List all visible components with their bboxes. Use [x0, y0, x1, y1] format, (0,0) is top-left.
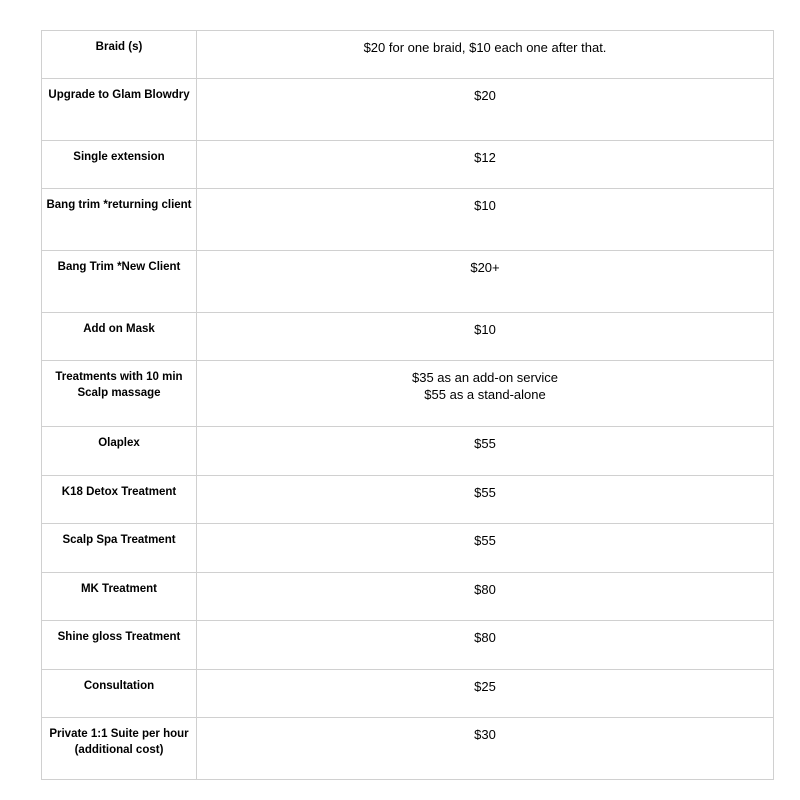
service-price — [197, 718, 774, 780]
service-price — [197, 141, 774, 189]
service-name: Braid (s) — [42, 31, 197, 79]
price-line: $80 — [474, 630, 496, 645]
price-line: $20 for one braid, $10 each one after that. — [363, 40, 607, 55]
service-price — [197, 79, 774, 141]
price-line: $10 — [474, 198, 496, 213]
service-price — [197, 670, 774, 718]
price-line: $55 — [474, 533, 496, 548]
price-table — [41, 30, 774, 780]
service-price — [197, 621, 774, 670]
service-price — [197, 524, 774, 573]
service-name: K18 Detox Treatment — [42, 476, 197, 524]
table-row — [42, 189, 774, 251]
table-row — [42, 79, 774, 141]
service-price — [197, 189, 774, 251]
price-line: $55 — [474, 436, 496, 451]
table-row — [42, 427, 774, 476]
service-price — [197, 251, 774, 313]
table-row — [42, 141, 774, 189]
table-row — [42, 524, 774, 573]
service-name: MK Treatment — [42, 573, 197, 621]
table-row — [42, 718, 774, 780]
table-row — [42, 361, 774, 427]
table-row — [42, 621, 774, 670]
service-name: Treatments with 10 min Scalp massage — [42, 361, 197, 427]
service-price — [197, 31, 774, 79]
table-row — [42, 476, 774, 524]
service-name: Add on Mask — [42, 313, 197, 361]
service-name: Upgrade to Glam Blowdry — [42, 79, 197, 141]
table-row — [42, 313, 774, 361]
table-row — [42, 573, 774, 621]
table-row — [42, 251, 774, 313]
price-line: $10 — [474, 322, 496, 337]
table-row — [42, 670, 774, 718]
price-line: $20 — [474, 88, 496, 103]
service-price — [197, 573, 774, 621]
price-line: $12 — [474, 150, 496, 165]
service-name: Bang Trim *New Client — [42, 251, 197, 313]
service-price — [197, 361, 774, 427]
service-name: Scalp Spa Treatment — [42, 524, 197, 573]
service-name: Consultation — [42, 670, 197, 718]
table-row — [42, 31, 774, 79]
price-line: $55 as a stand-alone — [424, 387, 546, 402]
price-line: $30 — [474, 727, 496, 742]
service-price — [197, 427, 774, 476]
service-name: Private 1:1 Suite per hour (additional cost) — [42, 718, 197, 780]
service-name: Bang trim *returning client — [42, 189, 197, 251]
price-line: $35 as an add-on service — [412, 370, 558, 385]
price-line: $25 — [474, 679, 496, 694]
price-line: $55 — [474, 485, 496, 500]
service-name: Shine gloss Treatment — [42, 621, 197, 670]
price-line: $20+ — [470, 260, 500, 275]
service-price — [197, 476, 774, 524]
service-price — [197, 313, 774, 361]
price-line: $80 — [474, 582, 496, 597]
service-name: Single extension — [42, 141, 197, 189]
service-name: Olaplex — [42, 427, 197, 476]
